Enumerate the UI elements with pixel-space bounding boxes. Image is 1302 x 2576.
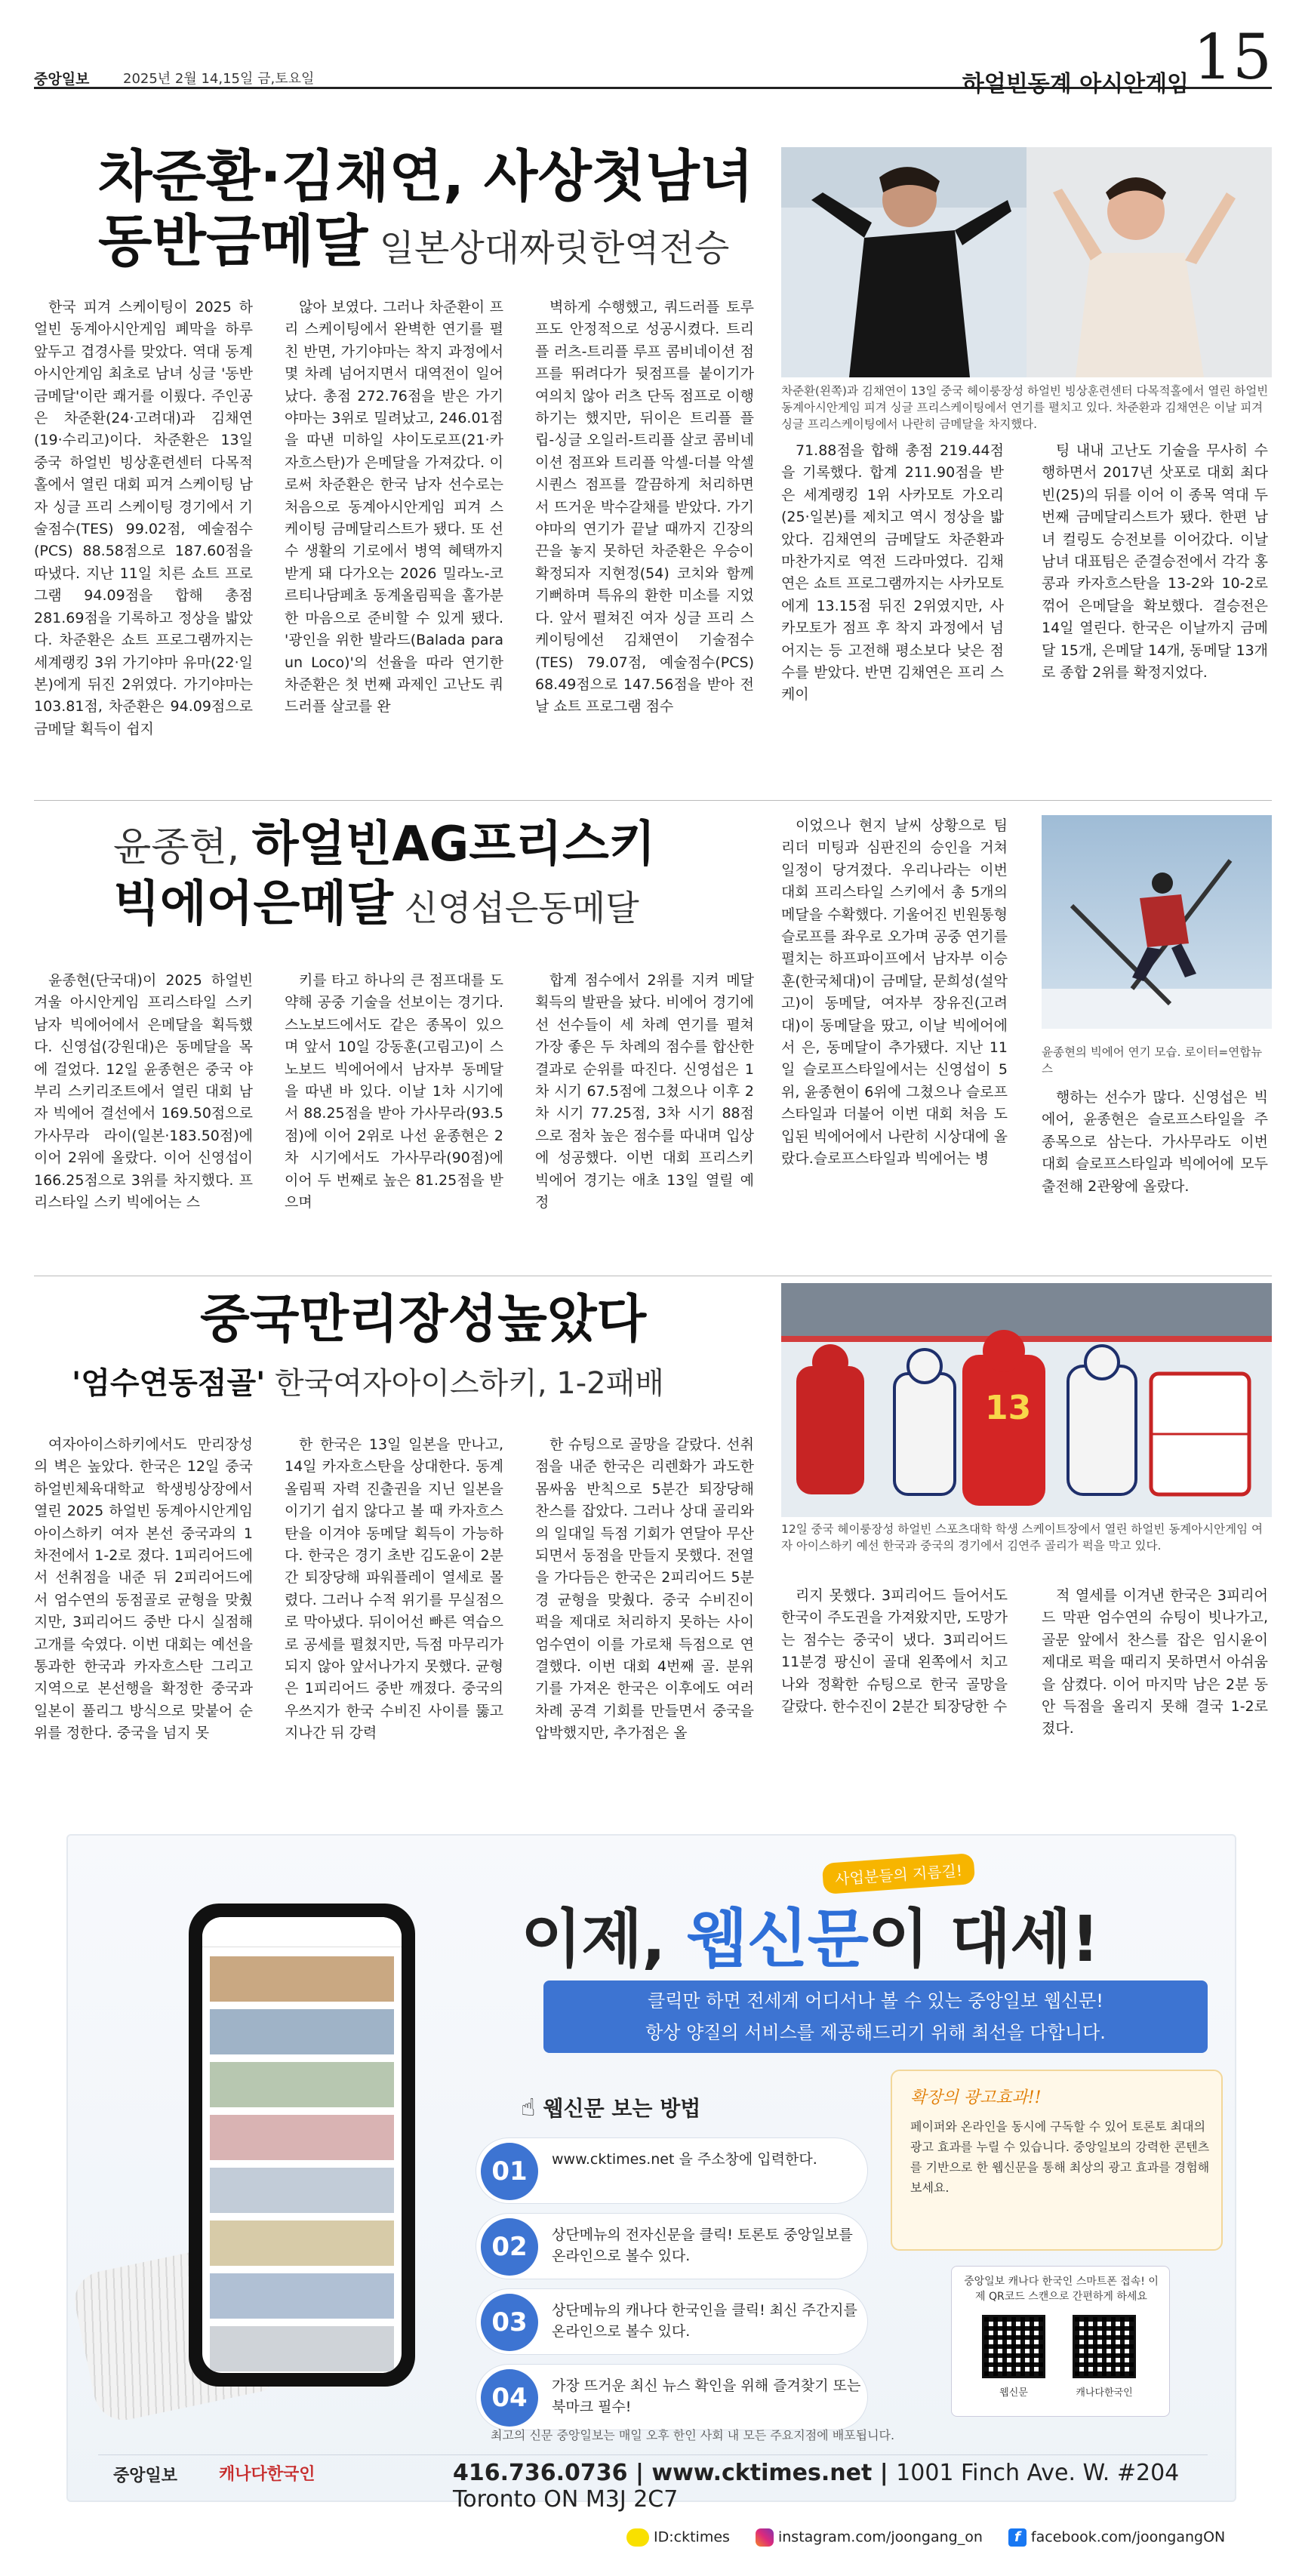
kakao-icon <box>626 2528 649 2547</box>
page-header <box>34 21 1272 97</box>
article1-headline-line1: 차준환·김채연, 사상첫남녀 <box>98 144 754 209</box>
ad-how-to-title <box>521 2092 700 2122</box>
article2-headline-line2 <box>113 876 793 933</box>
qr-label: 웹신문 <box>999 2387 1028 2399</box>
article2-headline-line1 <box>113 819 793 871</box>
page-number: 15 <box>1193 22 1272 94</box>
ad-qr-text: 중앙일보 캐나다 한국인 스마트폰 접속! 이제 QR코드 스캔으로 간편하게 하세요 <box>964 2276 1159 2303</box>
article1-divider <box>34 800 1272 801</box>
ad-step-text: 가장 뜨거운 최신 뉴스 확인을 위해 즐겨찾기 또는 북마크 필수! <box>552 2377 861 2415</box>
ad-badge: 사업분들의 지름길! <box>822 1853 975 1894</box>
ad-footer <box>98 2454 1208 2513</box>
article1-photo-caption: 차준환(왼쪽)과 김채연이 13일 중국 헤이룽장성 하얼빈 빙상훈련센터 다목적홀에서 열린 하얼빈 동계아시안게임 피겨 싱글 프리스케이팅에서 연기를 펼치고 있다. 차준환과 김채연은 이날 피겨 싱글 프리스케이팅에서 나란히 금메달을 차지했다. <box>781 384 1269 431</box>
article2-headline-prefix: 윤종현, <box>113 825 252 870</box>
ad-step-number: 04 <box>481 2369 538 2427</box>
article3-photo-caption: 12일 중국 헤이룽장성 하얼빈 스포츠대학 학생 스케이트장에서 열린 하얼빈 동계아시안게임 여자 아이스하키 예선 한국과 중국의 경기에서 김연주 골리가 퍽을 막고 있다. <box>781 1522 1263 1553</box>
article2-headline-bold2: 빅에어은메달 <box>113 876 393 933</box>
smartphone-screen <box>202 1917 402 2373</box>
ad-promo-heading: 확장의 광고효과!! <box>910 2088 1042 2107</box>
ad-address: 1001 Finch Ave. W. #204 Toronto ON M3J 2C7 <box>453 2460 1180 2513</box>
article2-headline-sub: 신영섭은동메달 <box>392 888 639 929</box>
article1-column-2: 않아 보였다. 그러나 차준환이 프리 스케이팅에서 완벽한 연기를 펼친 반면, 가기야마는 착지 과정에서 몇 차례 넘어지면서 대역전이 일어났다. 총점 272.76점을 받은 가기야마는 3위로 밀려났고, 246.01점을 따낸 미하일 샤이도로프(21·카자흐스탄)가 은메달을 가져갔다. 이로써 차준환은 한국 남자 선수로는 처음으로 동계아시안게임 피겨 스케이팅 금메달리스트가 됐다. 또 선수 생활의 기로에서 병역 혜택까지 받게 돼 다가오는 2026 밀라노-코르티나담페초 동계올림픽을 홀가분한 마음으로 준비할 수 있게 됐다. '광인을 위한 발라드(Balada para un Loco)'의 선율을 따라 연기한 차준환은 첫 번째 과제인 고난도 쿼드러플 살코를 완 <box>285 299 503 716</box>
newspaper-logo: 중앙일보 <box>34 71 90 88</box>
ad-title-prefix: 이제, <box>521 1902 687 1976</box>
article3-column-4: 리지 못했다. 3피리어드 들어서도 한국이 주도권을 가져왔지만, 도망가는 점수는 중국이 냈다. 3피리어드 11분경 팡신이 골대 왼쪽에서 치고 나와 정확한 슈팅으로 한국 골망을 갈랐다. 한수진이 2분간 퇴장당한 수 <box>781 1587 1008 1716</box>
facebook-link[interactable] <box>1008 2528 1225 2547</box>
ad-title-highlight: 웹신문 <box>686 1902 868 1976</box>
facebook-url: facebook.com/joongangON <box>1030 2528 1226 2546</box>
article1-column-4: 71.88점을 합해 총점 219.44점을 기록했다. 합계 211.90점을 받은 세계랭킹 1위 사카모토 가오리(25·일본)를 제치고 역시 정상을 밟았다. 김채연의 금메달도 차준환과 마찬가지로 역전 드라마였다. 김채연은 쇼트 프로그램까지는 사카모토에게 13.15점 뒤진 2위였지만, 사카모토가 점프 후 착지 과정에서 넘어지는 등 고전해 평소보다 낮은 점수를 받았다. 반면 김채연은 프리 스케이 <box>781 442 1004 703</box>
ad-phone: 416.736.0736 <box>453 2460 628 2486</box>
ad-promo-box <box>891 2070 1223 2251</box>
kakao-id: ID:cktimes <box>654 2528 730 2546</box>
article1-headline-bold: 동반금메달 <box>98 208 368 274</box>
ad-info-band <box>543 1980 1208 2053</box>
article1-headline <box>98 144 777 274</box>
ad-step-number: 03 <box>481 2294 538 2351</box>
ad-step-text: www.cktimes.net 을 주소창에 입력한다. <box>552 2151 817 2168</box>
article2-column-2: 키를 타고 하나의 큰 점프대를 도약해 공중 기술을 선보이는 경기다. 스노보드에서도 같은 종목이 있으며 앞서 10일 강동훈(고림고)이 스노보드 빅에어에서 남자부 동메달을 따낸 바 있다. 이날 1차 시기에서 88.25점을 받아 가사무라(93.5점)에 이어 2위로 나선 윤종현은 2차 시기에서도 가사무라(90점)에 이어 두 번째로 높은 81.25점을 받으며 <box>285 972 503 1211</box>
ad-band-line2: 항상 양질의 서비스를 제공해드리기 위해 최선을 다합니다. <box>645 2022 1106 2043</box>
joongang-logo: 중앙일보 <box>113 2467 178 2485</box>
article2-photo-caption: 윤종현의 빅에어 연기 모습. 로이터=연합뉴스 <box>1042 1045 1263 1076</box>
ad-step <box>476 2364 868 2430</box>
article3-column-5: 적 열세를 이겨낸 한국은 3피리어드 막판 엄수연의 슈팅이 빗나가고, 골문 앞에서 찬스를 잡은 임시윤이 제대로 퍽을 때리지 못하면서 아쉬움을 삼켰다. 이어 마지막 남은 2분 동안 득점을 올리지 못해 결국 1-2로 졌다. <box>1042 1587 1268 1737</box>
article2-column-1: 윤종현(단국대)이 2025 하얼빈 겨울 아시안게임 프리스타일 스키 남자 빅에어에서 은메달을 획득했다. 신영섭(강원대)은 동메달을 목에 걸었다. 12일 윤종현은 중국 야부리 스키리조트에서 열린 대회 남자 빅에어 결선에서 169.50점으로 가사무라 라이(일본·183.50점)에 이어 2위에 올랐다. 이어 신영섭이 166.25점으로 3위를 차지했다. 프리스타일 스키 빅에어는 스 <box>34 972 253 1211</box>
article3-column-3: 한 슈팅으로 골망을 갈랐다. 선취점을 내준 한국은 리렌화가 과도한 몸싸움 반칙으로 5분간 퇴장당해 찬스를 잡았다. 그러나 상대 골리와의 일대일 득점 기회가 연달아 무산되면서 동점을 만들지 못했다. 전열을 가다듬은 한국은 2피리어드 5분경 균형을 맞췄다. 중국 수비진이 퍽을 제대로 처리하지 못하는 사이 엄수연이 이를 가로채 득점으로 연결했다. 이번 대회 4번째 골. 분위기를 가져온 한국은 이후에도 여러 차례 공격 기회를 만들면서 중국을 압박했지만, 추가점은 올 <box>535 1436 754 1742</box>
article2-column-3: 합계 점수에서 2위를 지켜 메달 획득의 발판을 놨다. 비에어 경기에선 선수들이 세 차례 연기를 펼쳐 가장 좋은 두 차례의 점수를 합산한 결과로 순위를 따진다. 신영섭은 1차 시기 67.5점에 그쳤으나 이후 2차 시기 77.25점, 3차 시기 88점으로 점차 높은 점수를 따내며 입상에 성공했다. 이번 대회 프리스키 빅에어 경기는 애초 13일 열릴 예정 <box>535 972 754 1211</box>
article1-headline-line2 <box>98 208 777 274</box>
ad-step-text: 상단메뉴의 전자신문을 클릭! 토론토 중앙일보를 온라인으로 볼수 있다. <box>552 2227 853 2264</box>
article3-column-1: 여자아이스하키에서도 만리장성의 벽은 높았다. 한국은 12일 중국 하얼빈체육대학교 학생빙상장에서 열린 2025 하얼빈 동계아시안게임 아이스하키 여자 본선 중국과의 1차전에서 1-2로 졌다. 1피리어드에서 선취점을 내준 뒤 2피리어드에서 엄수연의 동점골로 균형을 맞췄지만, 3피리어드 중반 다시 실점해 고개를 숙였다. 이번 대회는 예선을 통과한 한국과 카자흐스탄 그리고 지역으로 본선행을 확정한 중국과 일본이 풀리그 방식으로 맞붙어 순위를 정한다. 중국을 넘지 못 <box>34 1436 253 1742</box>
article2-headline-bold1: 하얼빈AG프리스키 <box>251 817 656 873</box>
instagram-icon <box>756 2528 774 2547</box>
ad-contact: 416.736.0736 | www.cktimes.net | 1001 Finch Ave. W. #204 Toronto ON M3J 2C7 <box>453 2460 1180 2513</box>
ice-hockey-photo-illustration <box>781 1283 1272 1517</box>
ad-promo-text: 페이퍼와 온라인을 동시에 구독할 수 있어 토론토 최대의 광고 효과를 누릴 수 있습니다. 중앙일보의 강력한 콘텐츠를 기반으로 한 웹신문을 통해 최상의 광고 효과를 경험해 보세요. <box>910 2119 1210 2195</box>
instagram-url: instagram.com/joongang_on <box>777 2528 983 2546</box>
freestyle-ski-photo-illustration <box>1042 815 1272 1029</box>
article3-subheadline-bold: '엄수연동점골' <box>72 1366 266 1401</box>
ad-step-number: 01 <box>481 2143 538 2200</box>
article3-photo <box>781 1283 1272 1517</box>
ad-band-line1: 클릭만 하면 전세계 어디서나 볼 수 있는 중앙일보 웹신문! <box>648 1990 1103 2011</box>
instagram-link[interactable] <box>756 2528 983 2547</box>
ad-website[interactable]: www.cktimes.net <box>651 2460 873 2486</box>
ad-step <box>476 2213 868 2279</box>
social-links <box>626 2528 1276 2559</box>
section-title: 하얼빈동계 아시안게임 <box>962 71 1189 97</box>
article1-column-5: 팅 내내 고난도 기술을 무사히 수행하면서 2017년 삿포로 대회 최다빈(25)의 뒤를 이어 이 종목 역대 두 번째 금메달리스트가 됐다. 한편 남녀 컬링도 승전보를 이어갔다. 이날 남녀 대표팀은 준결승전에서 각각 홍콩과 카자흐스탄을 13-2와 10-2로 꺾어 은메달을 확보했다. 결승전은 14일 열린다. 한국은 이날까지 금메달 15개, 은메달 14개, 동메달 13개로 종합 2위를 확정지었다. <box>1042 442 1268 682</box>
article2-column-5: 행하는 선수가 많다. 신영섭은 빅에어, 윤종현은 슬로프스타일을 주 종목으로 삼는다. 가사무라도 이번 대회 슬로프스타일과 빅에어에 모두 출전해 2관왕에 올랐다. <box>1042 1089 1268 1195</box>
ad-footnote: 최고의 신문 중앙일보는 매일 오후 한인 사회 내 모든 주요지점에 배포됩니다. <box>491 2428 895 2442</box>
article1-column-3: 벽하게 수행했고, 쿼드러플 토루프도 안정적으로 성공시켰다. 트리플 러츠-트리플 루프 콤비네이션 점프를 뛰려다가 뒷점프를 붙이기가 여의치 않아 러츠 단독 점프로 이행하기는 했지만, 뒤이은 트리플 플립-싱글 오일러-트리플 살코 콤비네이션 점프와 트리플 악셀-더블 악셀 시퀀스 점프를 깔끔하게 처리하면서 뜨거운 박수갈채를 받았다. 가기야마의 연기가 끝날 때까지 긴장의 끈을 놓지 못하던 차준환은 우승이 확정되자 지현정(54) 코치와 함께 기뻐하며 특유의 환한 미소를 지었다. 앞서 펼쳐진 여자 싱글 프리 스케이팅에선 김채연이 기술점수(TES) 79.07점, 예술점수(PCS) 68.49점으로 147.56점을 받아 전날 쇼트 프로그램 점수 <box>535 299 754 716</box>
article2-column-4: 이었으나 현지 날씨 상황으로 팀 리더 미팅과 심판진의 승인을 거쳐 일정이 당겨졌다. 우리나라는 이번 대회 프리스타일 스키에서 총 5개의 메달을 수확했다. 기울어진 빈원통형 슬로프를 좌우로 오가며 공중 연기를 펼치는 하프파이프에서 남자부 이승훈(한국체대)이 금메달, 문희성(설악고)이 동메달, 여자부 장유진(고려대)이 동메달을 땄고, 이날 빅에어에서 은, 동메달이 추가됐다. 지난 11일 슬로프스타일에서는 신영섭이 5위, 윤종현이 6위에 그쳤으나 슬로프스타일과 더불어 이번 대회 처음 도입된 빅에어에서 나란히 시상대에 올랐다.슬로프스타일과 빅에어는 병 <box>781 817 1008 1168</box>
canada-korean-logo: 캐나다한국인 <box>219 2465 315 2484</box>
article3-column-2: 한 한국은 13일 일본을 만나고, 14일 카자흐스탄을 상대한다. 동계올림픽 자력 진출권을 지닌 일본을 이기기 쉽지 않다고 볼 때 카자흐스탄을 이겨야 동메달 획득이 가능하다. 한국은 경기 초반 김도윤이 2분간 퇴장당해 파워플레이 열세로 몰렸다. 그러나 수적 위기를 무실점으로 막아냈다. 뒤이어선 빠른 역습으로 공세를 펼쳤지만, 득점 마무리가 되지 않아 앞서나가지 못했다. 균형은 1피리어드 중반 깨졌다. 중국의 우쓰지가 한국 수비진 사이를 뚫고 지나간 뒤 강력 <box>285 1436 503 1742</box>
article3-subheadline-light: 한국여자아이스하키, 1-2패배 <box>265 1366 664 1401</box>
article1-headline-sub: 일본상대짜릿한역전승 <box>368 226 730 269</box>
article1-photo <box>781 147 1272 377</box>
article3-headline: 중국만리장성높았다 <box>200 1290 647 1350</box>
ad-step <box>476 2288 868 2355</box>
ad-how-to-label: 웹신문 보는 방법 <box>543 2096 701 2121</box>
article2-photo <box>1042 815 1272 1029</box>
qr-label: 캐나다한국인 <box>1076 2387 1133 2399</box>
article1-column-1: 한국 피겨 스케이팅이 2025 하얼빈 동계아시안게임 폐막을 하루 앞두고 겹경사를 맞았다. 역대 동계아시안게임 최초로 남녀 싱글 '동반 금메달'이란 쾌거를 이뤘다. 주인공은 차준환(24·고려대)과 김채연(19·수리고)이다. 차준환은 13일 중국 하얼빈 빙상훈련센터 다목적홀에서 열린 대회 피겨 스케이팅 남자 싱글 프리 스케이팅 경기에서 기술점수(TES) 99.02점, 예술점수(PCS) 88.58점으로 187.60점을 따냈다. 지난 11일 치른 쇼트 프로그램 94.09점을 합해 총점 281.69점을 기록하고 정상을 밟았다. 차준환은 쇼트 프로그램까지는 세계랭킹 3위 가기야마 유마(22·일본)에게 뒤진 2위였다. 가기야마는 103.81점, 차준환은 94.09점으로 금메달 획득이 쉽지 <box>34 299 253 737</box>
pointer-hand-icon: ☝ <box>521 2093 536 2122</box>
article2-headline <box>113 819 793 931</box>
ad-step-number: 02 <box>481 2218 538 2276</box>
ad-title <box>521 1888 1099 1980</box>
ad-qr-box <box>951 2266 1170 2417</box>
issue-date: 2025년 2월 14,15일 금,토요일 <box>123 71 315 87</box>
qr-code-icon[interactable] <box>982 2315 1045 2378</box>
web-newspaper-advertisement <box>66 1834 1236 2513</box>
ad-step-text: 상단메뉴의 캐나다 한국인을 클릭! 최신 주간지를 온라인으로 볼수 있다. <box>552 2302 857 2340</box>
article3-subheadline <box>72 1368 819 1400</box>
qr-code-icon[interactable] <box>1073 2315 1136 2378</box>
smartphone-mockup <box>189 1904 415 2387</box>
ad-title-suffix: 이 대세! <box>867 1902 1099 1976</box>
svg-text:13: 13 <box>985 1389 1032 1427</box>
facebook-icon: f <box>1008 2528 1027 2547</box>
kakao-link[interactable] <box>626 2528 730 2547</box>
figure-skater-photo-illustration <box>781 147 1272 377</box>
ad-step <box>476 2137 868 2204</box>
